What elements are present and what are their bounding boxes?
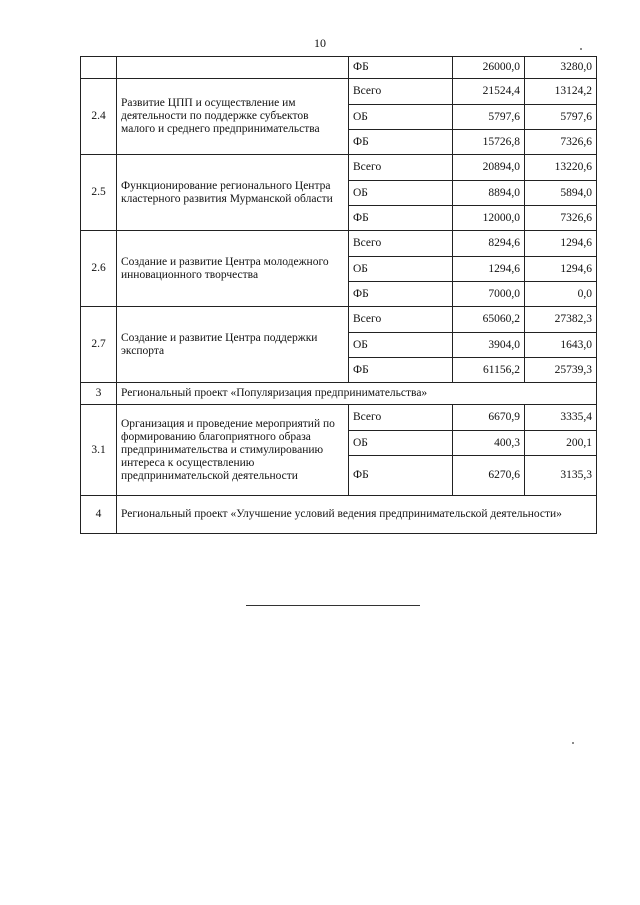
row-number: 2.4 [81, 79, 117, 155]
row-number: 4 [81, 496, 117, 534]
funding-source: ФБ [349, 57, 453, 79]
amount-year: 3335,4 [525, 405, 597, 431]
funding-source: Всего [349, 155, 453, 181]
amount-year: 5797,6 [525, 105, 597, 130]
amount-total: 1294,6 [453, 257, 525, 282]
table-row [81, 496, 597, 534]
activity-name: Создание и развитие Центра молодежного инновационного творчества [117, 231, 349, 307]
amount-year: 27382,3 [525, 307, 597, 333]
activity-name: Функционирование регионального Центра кластерного развития Мурманской области [117, 155, 349, 231]
table-row [81, 383, 597, 405]
funding-source: ОБ [349, 181, 453, 206]
funding-source: ОБ [349, 257, 453, 282]
funding-source: ФБ [349, 206, 453, 231]
amount-total: 65060,2 [453, 307, 525, 333]
amount-year: 200,1 [525, 431, 597, 456]
row-number: 2.5 [81, 155, 117, 231]
funding-source: Всего [349, 231, 453, 257]
budget-table-body [81, 57, 597, 534]
activity-name [117, 57, 349, 79]
amount-total: 7000,0 [453, 282, 525, 307]
funding-source: ФБ [349, 456, 453, 496]
table-row [81, 231, 597, 257]
amount-total: 12000,0 [453, 206, 525, 231]
amount-total: 21524,4 [453, 79, 525, 105]
amount-year: 1294,6 [525, 257, 597, 282]
funding-source: Всего [349, 79, 453, 105]
budget-table [80, 56, 597, 534]
project-title: Региональный проект «Популяризация предпринимательства» [117, 383, 597, 405]
amount-total: 6670,9 [453, 405, 525, 431]
table-row [81, 155, 597, 181]
funding-source: Всего [349, 405, 453, 431]
amount-year: 7326,6 [525, 206, 597, 231]
amount-year: 13220,6 [525, 155, 597, 181]
amount-total: 3904,0 [453, 333, 525, 358]
funding-source: ОБ [349, 333, 453, 358]
amount-total: 8894,0 [453, 181, 525, 206]
funding-source: ОБ [349, 105, 453, 130]
funding-source: ОБ [349, 431, 453, 456]
amount-total: 8294,6 [453, 231, 525, 257]
closing-line [246, 605, 420, 606]
activity-name: Создание и развитие Центра поддержки экспорта [117, 307, 349, 383]
table-row [81, 307, 597, 333]
amount-total: 26000,0 [453, 57, 525, 79]
amount-total: 15726,8 [453, 130, 525, 155]
table-row [81, 405, 597, 431]
funding-source: ФБ [349, 358, 453, 383]
amount-total: 400,3 [453, 431, 525, 456]
amount-year: 3135,3 [525, 456, 597, 496]
amount-total: 6270,6 [453, 456, 525, 496]
funding-source: ФБ [349, 282, 453, 307]
row-number: 2.6 [81, 231, 117, 307]
scan-speck [572, 742, 574, 744]
amount-year: 3280,0 [525, 57, 597, 79]
project-title: Региональный проект «Улучшение условий ведения предпринимательской деятельности» [117, 496, 597, 534]
page-number: 10 [314, 36, 326, 50]
row-number: 3.1 [81, 405, 117, 496]
amount-year: 7326,6 [525, 130, 597, 155]
amount-total: 5797,6 [453, 105, 525, 130]
amount-total: 20894,0 [453, 155, 525, 181]
funding-source: Всего [349, 307, 453, 333]
amount-year: 13124,2 [525, 79, 597, 105]
funding-source: ФБ [349, 130, 453, 155]
amount-year: 5894,0 [525, 181, 597, 206]
table-row [81, 79, 597, 105]
activity-name: Развитие ЦПП и осуществление им деятельности по поддержке субъектов малого и среднего предпринимательства [117, 79, 349, 155]
amount-total: 61156,2 [453, 358, 525, 383]
amount-year: 1643,0 [525, 333, 597, 358]
scan-speck [580, 48, 582, 50]
amount-year: 0,0 [525, 282, 597, 307]
amount-year: 1294,6 [525, 231, 597, 257]
row-number: 3 [81, 383, 117, 405]
table-row [81, 57, 597, 79]
amount-year: 25739,3 [525, 358, 597, 383]
activity-name: Организация и проведение мероприятий по формированию благоприятного образа предпринимательства и стимулированию интереса к осуществлению предпринимательской деятельности [117, 405, 349, 496]
row-number [81, 57, 117, 79]
row-number: 2.7 [81, 307, 117, 383]
